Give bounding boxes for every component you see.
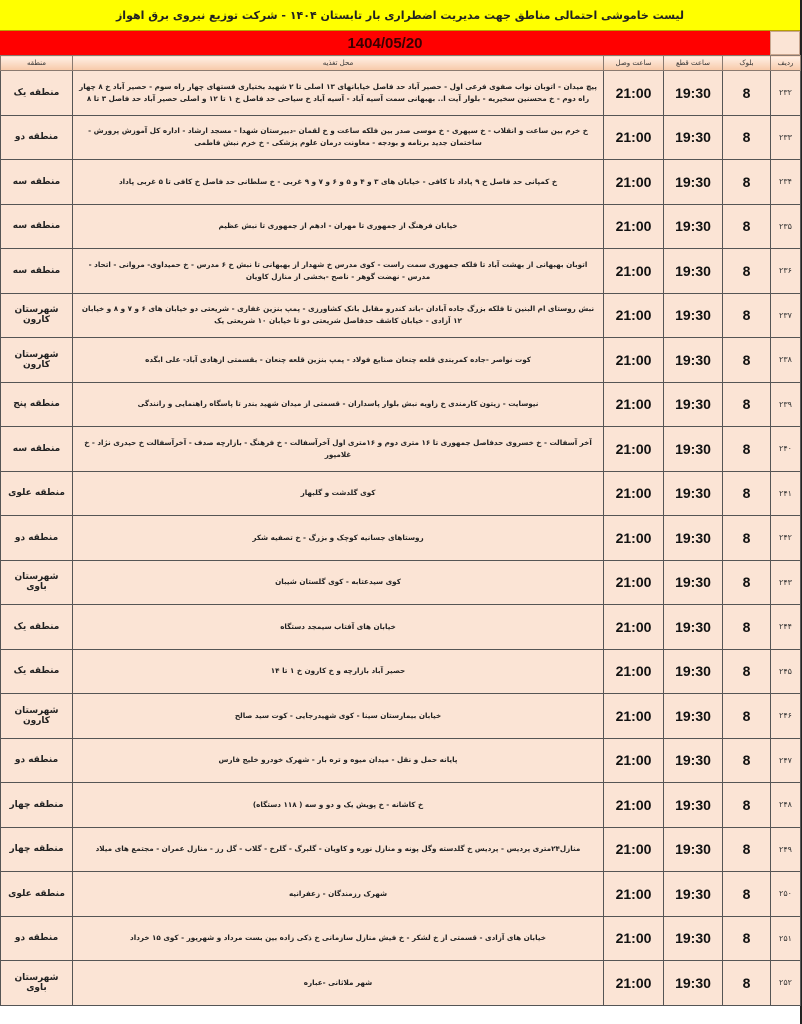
cut-time-cell: 19:30 [664, 783, 723, 828]
connect-time-cell: 21:00 [604, 694, 664, 739]
location-cell: خیابان بیمارستان سینا - کوی شهیدرجایی - کوت سید صالح [73, 694, 604, 739]
region-cell: منطقه پنج [1, 382, 73, 427]
connect-time-cell: 21:00 [604, 916, 664, 961]
region-cell: منطقه سه [1, 204, 73, 249]
block-cell: 8 [723, 427, 771, 472]
connect-time-cell: 21:00 [604, 961, 664, 1006]
location-cell: خ کاشانه - خ پویش یک و دو و سه ( ۱۱۸ دستگاه) [73, 783, 604, 828]
cut-time-cell: 19:30 [664, 160, 723, 205]
row-number-cell: ۲۵۲ [771, 961, 801, 1006]
cut-time-cell: 19:30 [664, 872, 723, 917]
block-cell: 8 [723, 783, 771, 828]
table-row [1, 160, 801, 205]
region-cell: منطقه یک [1, 71, 73, 116]
cut-time-cell: 19:30 [664, 249, 723, 294]
row-number-cell: ۲۳۲ [771, 71, 801, 116]
header-row-number: ردیف [771, 56, 801, 71]
location-cell: کوت نواصر -جاده کمربندی قلعه چنعان صنایع فولاد - پمپ بنزین قلعه چنعان - بقسمتی ازهادی آباد- علی ابگده [73, 338, 604, 383]
row-number-cell: ۲۳۴ [771, 160, 801, 205]
document-title: لیست خاموشی احتمالی مناطق جهت مدیریت اضطراری بار تابستان ۱۴۰۴ - شرکت توزیع نیروی برق اهواز [0, 0, 800, 31]
row-number-cell: ۲۴۷ [771, 738, 801, 783]
location-cell: پایانه حمل و نقل - میدان میوه و تره بار - شهرک خودرو خلیج فارس [73, 738, 604, 783]
table-row [1, 783, 801, 828]
region-cell: شهرستان کارون [1, 293, 73, 338]
location-cell: کوی سیدعتابه - کوی گلستان شیبان [73, 560, 604, 605]
table-row [1, 71, 801, 116]
row-number-cell: ۲۴۶ [771, 694, 801, 739]
table-row [1, 249, 801, 294]
region-cell: منطقه سه [1, 160, 73, 205]
block-cell: 8 [723, 71, 771, 116]
table-row [1, 872, 801, 917]
block-cell: 8 [723, 872, 771, 917]
row-number-cell: ۲۵۱ [771, 916, 801, 961]
location-cell: شهر ملاثانی -عباره [73, 961, 604, 1006]
connect-time-cell: 21:00 [604, 605, 664, 650]
block-cell: 8 [723, 560, 771, 605]
location-cell: نیوسایت - زیتون کارمندی خ زاویه نبش بلوار پاسداران - قسمتی از میدان شهید بندر تا پاسگاه راهنمایی و رانندگی [73, 382, 604, 427]
connect-time-cell: 21:00 [604, 293, 664, 338]
cut-time-cell: 19:30 [664, 338, 723, 383]
cut-time-cell: 19:30 [664, 204, 723, 249]
connect-time-cell: 21:00 [604, 560, 664, 605]
region-cell: منطقه سه [1, 427, 73, 472]
cut-time-cell: 19:30 [664, 471, 723, 516]
block-cell: 8 [723, 160, 771, 205]
cut-time-cell: 19:30 [664, 649, 723, 694]
location-cell: اتوبان بهبهانی از بهشت آباد تا فلکه جمهوری سمت راست - کوی مدرس خ شهدار از بهبهانی تا نبش خ ۶ مدرس - خ حمیداوی- مروانی - اتحاد - مدرس - نهضت گوهر - ناصح -بخشی از منازل کاویان [73, 249, 604, 294]
header-region: منطقه [1, 56, 73, 71]
cut-time-cell: 19:30 [664, 115, 723, 160]
row-number-cell: ۲۴۹ [771, 827, 801, 872]
row-number-cell: ۲۳۷ [771, 293, 801, 338]
location-cell: پیچ میدان - اتوبان نواب صفوی فرعی اول - حصیر آباد حد فاصل خیابانهای ۱۳ اصلی تا ۲ شهید بختیاری فستهای چهار راه سوم - حصیر آباد خ ۸ چهار راه دوم - خ محسنین سخیریه - بلوار آیت ا.. بهبهانی سمت آسیه آباد - آسیه آباد خ سیاحی حد فاصل خ ۱ تا ۱۲ و اصلی حصیر آباد حد فاصل ۳ تا ۸ [73, 71, 604, 116]
outage-schedule-table [0, 55, 801, 1006]
table-row [1, 560, 801, 605]
table-row [1, 649, 801, 694]
date-banner: 1404/05/20 [0, 31, 770, 55]
connect-time-cell: 21:00 [604, 827, 664, 872]
region-cell: منطقه چهار [1, 783, 73, 828]
header-block: بلوک [723, 56, 771, 71]
region-cell: منطقه علوی [1, 872, 73, 917]
block-cell: 8 [723, 249, 771, 294]
connect-time-cell: 21:00 [604, 338, 664, 383]
region-cell: منطقه دو [1, 115, 73, 160]
region-cell: شهرستان باوی [1, 560, 73, 605]
row-number-cell: ۲۴۳ [771, 560, 801, 605]
connect-time-cell: 21:00 [604, 71, 664, 116]
cut-time-cell: 19:30 [664, 71, 723, 116]
table-row [1, 827, 801, 872]
location-cell: خیابان فرهنگ از جمهوری تا مهران - ادهم از جمهوری تا نبش عظیم [73, 204, 604, 249]
row-number-cell: ۲۳۸ [771, 338, 801, 383]
table-row [1, 204, 801, 249]
table-row [1, 961, 801, 1006]
cut-time-cell: 19:30 [664, 293, 723, 338]
region-cell: شهرستان کارون [1, 694, 73, 739]
table-row [1, 382, 801, 427]
region-cell: شهرستان کارون [1, 338, 73, 383]
location-cell: کوی گلدشت و گلبهار [73, 471, 604, 516]
table-row [1, 293, 801, 338]
block-cell: 8 [723, 605, 771, 650]
location-cell: نبش روستای ام البنین تا فلکه بزرگ جاده آبادان -باند کندرو مقابل بانک کشاورزی - پمپ بنزین غفاری - شریعتی دو خیابان های ۶ و ۷ و ۸ و خیابان ۱۲ آزادی - خیابان کاشف حدفاصل شریعتی دو تا خیابان ۱۰ شریعتی یک [73, 293, 604, 338]
block-cell: 8 [723, 204, 771, 249]
connect-time-cell: 21:00 [604, 872, 664, 917]
header-row [1, 56, 801, 71]
table-row [1, 115, 801, 160]
location-cell: حصیر آباد بازارچه و خ کارون خ ۱ تا ۱۴ [73, 649, 604, 694]
location-cell: خ خرم بین ساعت و انقلاب - خ سپهری - خ موسی صدر بین فلکه ساعت و خ لقمان -دبیرستان شهدا - مسجد ارشاد - اداره کل آموزش پرورش - ساختمان جدید برنامه و بودجه - معاونت درمان علوم پزشکی - خ خرم نبش فاطمی [73, 115, 604, 160]
row-number-cell: ۲۴۱ [771, 471, 801, 516]
table-row [1, 338, 801, 383]
location-cell: شهرک رزمندگان - زعفرانیه [73, 872, 604, 917]
cut-time-cell: 19:30 [664, 605, 723, 650]
region-cell: منطقه یک [1, 605, 73, 650]
block-cell: 8 [723, 516, 771, 561]
row-number-cell: ۲۳۹ [771, 382, 801, 427]
cut-time-cell: 19:30 [664, 516, 723, 561]
region-cell: منطقه علوی [1, 471, 73, 516]
block-cell: 8 [723, 293, 771, 338]
location-cell: خیابان های آزادی - قسمتی از خ لشکر - خ فیش منازل سازمانی خ ذکی زاده بین بست مرداد و شهریور - کوی ۱۵ خرداد [73, 916, 604, 961]
table-row [1, 694, 801, 739]
cut-time-cell: 19:30 [664, 827, 723, 872]
connect-time-cell: 21:00 [604, 115, 664, 160]
block-cell: 8 [723, 694, 771, 739]
block-cell: 8 [723, 738, 771, 783]
connect-time-cell: 21:00 [604, 516, 664, 561]
block-cell: 8 [723, 649, 771, 694]
connect-time-cell: 21:00 [604, 738, 664, 783]
table-row [1, 471, 801, 516]
region-cell: منطقه دو [1, 916, 73, 961]
connect-time-cell: 21:00 [604, 649, 664, 694]
cut-time-cell: 19:30 [664, 560, 723, 605]
block-cell: 8 [723, 961, 771, 1006]
block-cell: 8 [723, 338, 771, 383]
cut-time-cell: 19:30 [664, 694, 723, 739]
connect-time-cell: 21:00 [604, 783, 664, 828]
table-row [1, 916, 801, 961]
block-cell: 8 [723, 382, 771, 427]
location-cell: روستاهای جسانیه کوچک و بزرگ - خ تصفیه شکر [73, 516, 604, 561]
location-cell: منازل۲۴متری پردیس - پردیس خ گلدسته وگل پونه و منازل نوره و کاویان - گلبرگ - گلرخ - گلاب - گل رز - منازل عمران - مجتمع های میلاد [73, 827, 604, 872]
cut-time-cell: 19:30 [664, 427, 723, 472]
region-cell: شهرستان باوی [1, 961, 73, 1006]
row-number-cell: ۲۴۲ [771, 516, 801, 561]
table-row [1, 738, 801, 783]
row-number-cell: ۲۴۰ [771, 427, 801, 472]
location-cell: خ کمپانی حد فاصل خ ۹ پاداد تا کافی - خیابان های ۳ و ۴ و ۵ و ۶ و ۷ و ۹ غربی - خ سلطانی حد فاصل خ کافی تا ۵ غربی پاداد [73, 160, 604, 205]
region-cell: منطقه سه [1, 249, 73, 294]
header-cut-time: ساعت قطع [664, 56, 723, 71]
connect-time-cell: 21:00 [604, 382, 664, 427]
region-cell: منطقه یک [1, 649, 73, 694]
block-cell: 8 [723, 471, 771, 516]
location-cell: آخر آسفالت - خ خسروی حدفاصل جمهوری تا ۱۶ متری دوم و ۱۶متری اول آخرآسفالت - خ فرهنگ - بازارچه صدف - آخرآسفالت خ حیدری نژاد - خ غلامپور [73, 427, 604, 472]
row-number-cell: ۲۳۵ [771, 204, 801, 249]
region-cell: منطقه دو [1, 516, 73, 561]
region-cell: منطقه چهار [1, 827, 73, 872]
row-number-cell: ۲۵۰ [771, 872, 801, 917]
header-location: محل تغذیه [73, 56, 604, 71]
region-cell: منطقه دو [1, 738, 73, 783]
table-row [1, 427, 801, 472]
row-number-cell: ۲۴۵ [771, 649, 801, 694]
block-cell: 8 [723, 916, 771, 961]
connect-time-cell: 21:00 [604, 249, 664, 294]
cut-time-cell: 19:30 [664, 738, 723, 783]
connect-time-cell: 21:00 [604, 427, 664, 472]
table-row [1, 605, 801, 650]
cut-time-cell: 19:30 [664, 961, 723, 1006]
table-row [1, 516, 801, 561]
connect-time-cell: 21:00 [604, 204, 664, 249]
corner-cell [770, 31, 800, 55]
block-cell: 8 [723, 827, 771, 872]
row-number-cell: ۲۴۸ [771, 783, 801, 828]
row-number-cell: ۲۴۴ [771, 605, 801, 650]
block-cell: 8 [723, 115, 771, 160]
cut-time-cell: 19:30 [664, 916, 723, 961]
location-cell: خیابان های آفتاب سیمجد دستگاه [73, 605, 604, 650]
cut-time-cell: 19:30 [664, 382, 723, 427]
header-connect-time: ساعت وصل [604, 56, 664, 71]
row-number-cell: ۲۳۳ [771, 115, 801, 160]
row-number-cell: ۲۳۶ [771, 249, 801, 294]
connect-time-cell: 21:00 [604, 471, 664, 516]
connect-time-cell: 21:00 [604, 160, 664, 205]
